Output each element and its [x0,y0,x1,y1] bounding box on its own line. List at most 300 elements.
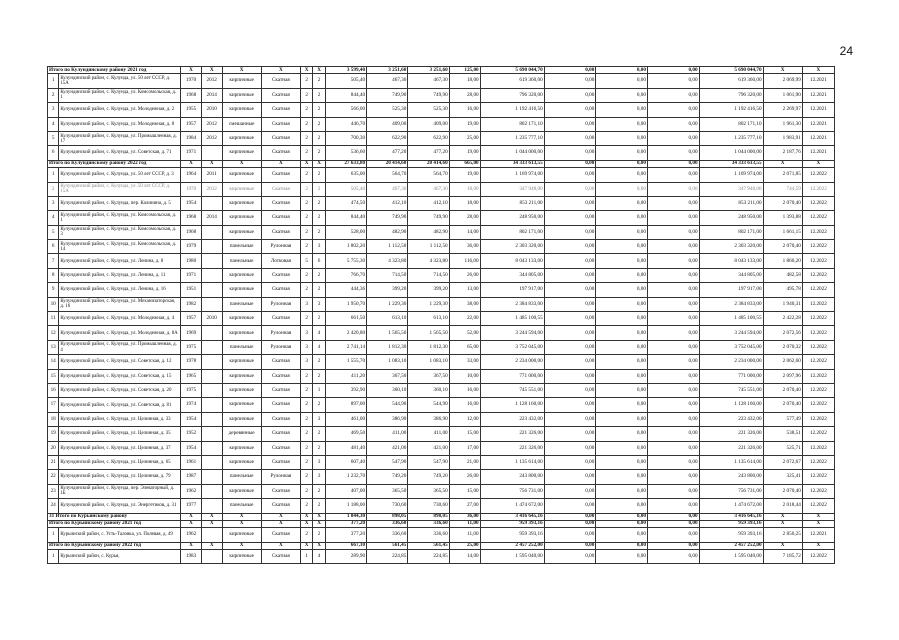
table-cell: 481,40 [325,441,366,455]
table-cell: 0,00 [647,160,699,167]
row-number: 21 [48,455,59,469]
table-cell: 2014 [201,211,222,225]
table-cell: 411,00 [408,427,449,441]
table-cell: 0,00 [647,520,699,527]
address-cell: Кулундинский район, с. Кулунда, ул. 50 лет СССР, д. 15А [59,74,181,88]
page-number: 24 [839,44,853,58]
table-cell: 2 070,40 [763,383,802,397]
table-cell: 289,90 [325,550,366,564]
table-cell: 467,30 [367,74,408,88]
table-cell: 2 741,14 [325,340,366,354]
row-number: 1 [48,74,59,88]
table-cell: 248 950,00 [480,211,544,225]
table-cell: кирпичные [222,550,261,564]
table-cell: 33,00 [449,355,480,369]
table-cell: 1971 [181,268,202,282]
table-cell: X [763,513,802,520]
table-cell: 2 [300,484,312,498]
table-cell: 1983 [181,550,202,564]
table-cell: 0,00 [596,88,648,102]
table-cell: 1 812,30 [367,340,408,354]
table-cell: 12.2022 [802,441,834,455]
table-cell: 25,00 [449,131,480,145]
table-cell: 2 [300,268,312,282]
table-cell: 0,00 [647,146,699,160]
table-cell: 0,00 [647,182,699,196]
table-cell: 467,30 [367,182,408,196]
table-cell: 1 940,31 [763,297,802,311]
row-number: 14 [48,355,59,369]
table-cell: 1 083,10 [408,355,449,369]
table-cell: 2 [313,484,325,498]
table-cell: 248 950,00 [699,211,763,225]
table-cell: 0,00 [596,254,648,268]
table-cell: 12.2021 [802,528,834,542]
table-cell: X [181,520,202,527]
table-cell: 1987 [181,470,202,484]
table-cell: 344 805,00 [480,268,544,282]
table-cell: 745 551,00 [699,383,763,397]
table-cell: кирпичные [222,74,261,88]
table-cell: 0,00 [596,470,648,484]
table-cell: 1 135 614,00 [480,455,544,469]
table-row [48,168,835,182]
row-number: 2 [48,88,59,102]
table-cell: X [261,160,300,167]
table-cell: 0,00 [596,182,648,196]
table-cell: 0,00 [596,283,648,297]
table-cell: Рулонная [261,470,300,484]
table-cell [201,427,222,441]
table-cell: X [763,67,802,74]
table-cell: 411,00 [367,427,408,441]
table-cell: 1954 [181,441,202,455]
table-cell: Скатная [261,383,300,397]
table-cell: 12.2021 [802,88,834,102]
table-row [48,355,835,369]
table-cell: Скатная [261,427,300,441]
table-cell: 2 [300,499,312,513]
table-cell: 3 416 645,16 [480,513,544,520]
table-cell: Скатная [261,528,300,542]
table-cell: Скатная [261,117,300,131]
table-cell: 0,00 [544,355,596,369]
table-cell: 505,40 [325,74,366,88]
table-row [48,283,835,297]
table-cell: 467,30 [408,74,449,88]
table-cell: 12.2022 [802,470,834,484]
table-cell: 26,00 [449,470,480,484]
table-cell: X [802,542,834,549]
table-cell: 2 [313,168,325,182]
table-cell: 1980 [181,254,202,268]
table-cell: X [261,513,300,520]
address-cell: Кулундинский район, с. Кулунда, ул. Советская, д. 71 [59,146,181,160]
table-row [48,550,835,564]
table-cell: 2010 [201,103,222,117]
table-cell [201,240,222,254]
table-cell: 495,78 [763,283,802,297]
table-cell: 1964 [181,168,202,182]
table-cell: 325,41 [763,470,802,484]
table-cell: 2 422,28 [763,312,802,326]
table-cell: X [802,520,834,527]
table-cell: 3 244 594,00 [699,326,763,340]
table-cell: Скатная [261,131,300,145]
table-cell: 0,00 [596,427,648,441]
table-cell: 0,00 [647,168,699,182]
table-cell: 1 485 100,55 [480,312,544,326]
table-cell: 0,00 [596,312,648,326]
table-cell: 613,10 [408,312,449,326]
table-cell: Скатная [261,182,300,196]
table-cell: 2 420,80 [325,326,366,340]
table-cell: 0,00 [596,520,648,527]
table-cell: 0,00 [647,254,699,268]
table-cell: 538,51 [763,427,802,441]
table-cell: 12.2022 [802,398,834,412]
table-row [48,103,835,117]
table-cell: панельные [222,297,261,311]
table-cell: 1 192 416,50 [480,103,544,117]
table-cell: 0,00 [544,369,596,383]
table-cell: 2 [300,131,312,145]
table-cell: Скатная [261,412,300,426]
table-cell: кирпичные [222,225,261,239]
table-cell: 0,00 [544,441,596,455]
table-cell: 564,70 [367,168,408,182]
table-cell: 197 917,00 [699,283,763,297]
table-cell: Скатная [261,196,300,210]
address-cell: Кулундинский район, с. Кулунда, ул. Механизаторская, д. 16 [59,297,181,311]
table-cell: 3 [313,455,325,469]
address-cell: Кулундинский район, с. Кулунда, ул. Комсомольская, д. 3 [59,225,181,239]
table-cell: 197 917,00 [480,283,544,297]
table-cell: 2 [313,312,325,326]
table-cell: 1978 [181,355,202,369]
table-cell [201,225,222,239]
table-row [48,499,835,513]
table-cell: 0,00 [544,427,596,441]
subtotal-row [48,513,835,520]
table-cell: кирпичные [222,268,261,282]
address-cell: Кулундинский район, с. Кулунда, ул. Энергетиков, д. 31 [59,499,181,513]
table-cell: 1 112,50 [408,240,449,254]
table-cell: 1 188,00 [325,499,366,513]
table-cell: X [300,513,312,520]
table-cell: Скатная [261,312,300,326]
table-cell: 0,00 [596,398,648,412]
table-cell: 2 384 833,00 [480,297,544,311]
table-row [48,88,835,102]
table-cell: X [300,542,312,549]
table-cell: деревянные [222,427,261,441]
table-cell: 2 071,85 [763,168,802,182]
table-cell: 12,00 [449,412,480,426]
table-cell: 11,00 [449,528,480,542]
table-cell: 0,00 [544,550,596,564]
table-cell: 730,60 [408,499,449,513]
table-cell: 22,00 [449,312,480,326]
table-cell: 1 555,70 [325,355,366,369]
table-row [48,146,835,160]
table-cell: 0,00 [544,160,596,167]
table-cell: 367,50 [367,369,408,383]
table-cell: 796 320,00 [699,88,763,102]
table-cell: 3 [313,470,325,484]
table-cell: 2 [313,528,325,542]
table-cell: 0,00 [596,225,648,239]
table-cell: 0,00 [647,211,699,225]
table-cell: 2 [313,74,325,88]
table-cell: 0,00 [647,312,699,326]
table-cell: 0,00 [596,513,648,520]
table-cell: 2 [300,427,312,441]
table-cell: 3 [300,326,312,340]
table-cell: Скатная [261,88,300,102]
row-number: 1 [48,168,59,182]
table-cell: 0,00 [647,412,699,426]
table-cell: 12.2022 [802,268,834,282]
table-row [48,369,835,383]
table-cell: 607,40 [325,455,366,469]
table-cell: 12.2022 [802,312,834,326]
table-cell: 0,00 [647,103,699,117]
table-cell [201,412,222,426]
table-cell: кирпичные [222,168,261,182]
row-number: 16 [48,383,59,397]
table-cell: 2 [300,441,312,455]
table-cell: 2 [300,383,312,397]
address-cell: Кулундинский район, с. Кулунда, ул. Ленина, д. 16 [59,283,181,297]
table-cell: 0,00 [647,441,699,455]
table-cell: 1 128 160,00 [480,398,544,412]
table-cell: 561,45 [367,542,408,549]
row-number: 8 [48,268,59,282]
table-row [48,340,835,354]
table-cell: 528,00 [325,225,366,239]
row-number: 15 [48,369,59,383]
table-cell: 898,05 [367,513,408,520]
table-cell: 8 043 133,00 [699,254,763,268]
table-cell [201,268,222,282]
table-cell: 0,00 [544,117,596,131]
table-cell: 367,50 [408,369,449,383]
table-cell: 0,00 [596,160,648,167]
table-cell: 802 171,10 [699,117,763,131]
address-cell: Кулундинский район, с. Кулунда, ул. Советская, д. 12 [59,355,181,369]
table-cell: 0,00 [544,67,596,74]
table-cell: 0,00 [596,412,648,426]
table-cell: 700,30 [325,131,366,145]
table-cell: 12.2022 [802,499,834,513]
table-cell: 714,50 [367,268,408,282]
table-cell: 1979 [181,240,202,254]
table-cell: 1954 [181,196,202,210]
table-cell: 525,71 [763,441,802,455]
table-cell: 0,00 [596,297,648,311]
table-cell: 386,90 [367,412,408,426]
table-cell: 0,00 [544,412,596,426]
table-cell: 1962 [181,528,202,542]
table-cell: 1970 [181,182,202,196]
table-cell: кирпичные [222,182,261,196]
table-cell: 347 948,00 [480,182,544,196]
table-cell: 561,45 [408,542,449,549]
table-cell: панельные [222,254,261,268]
table-cell: 619 360,00 [699,74,763,88]
table-cell: кирпичные [222,88,261,102]
table-cell: 2 072,56 [763,326,802,340]
table-cell: 2010 [201,312,222,326]
table-cell: Скатная [261,168,300,182]
address-cell: Кулундинский район, с. Кулунда, ул. Комсомольская, д. 1 [59,88,181,102]
table-cell: 749,90 [367,211,408,225]
table-cell: 12.2022 [802,484,834,498]
table-cell: 1 112,50 [367,240,408,254]
address-cell: Кулундинский район, с. Кулунда, ул. 50 лет СССР, д. 3 [59,168,181,182]
table-cell: 2 097,96 [763,369,802,383]
table-cell: Рулонная [261,297,300,311]
table-cell: 1 485 100,55 [699,312,763,326]
table-cell: Лотковая [261,254,300,268]
table-cell: 0,00 [544,268,596,282]
table-cell: смешанные [222,117,261,131]
table-cell: 461,00 [325,412,366,426]
table-cell: 0,00 [544,196,596,210]
table-cell: 853 211,00 [699,196,763,210]
row-number: 6 [48,240,59,254]
table-cell: 446,70 [325,117,366,131]
row-number: 19 [48,427,59,441]
table-cell: 0,00 [544,211,596,225]
row-number: 3 [48,103,59,117]
table-row [48,268,835,282]
table-cell: 421,00 [367,441,408,455]
housing-repair-table [47,66,835,564]
table-cell: 2 384 833,00 [699,297,763,311]
subtotal-row [48,520,835,527]
table-cell: 12.2022 [802,412,834,426]
table-cell: 622,90 [367,131,408,145]
table-cell: 844,40 [325,211,366,225]
table-cell: 2 457 252,00 [699,542,763,549]
table-cell: 1 802,20 [325,240,366,254]
table-cell: 365,50 [367,484,408,498]
table-cell: 5 690 044,70 [480,67,544,74]
table-cell: 1 192 416,50 [699,103,763,117]
table-cell: 0,00 [647,88,699,102]
table-row [48,326,835,340]
table-cell: кирпичные [222,355,261,369]
table-cell: 749,20 [408,470,449,484]
table-cell: 2 [300,528,312,542]
table-cell [201,146,222,160]
table-cell: 221 326,00 [480,441,544,455]
table-cell: кирпичные [222,383,261,397]
table-cell: 12.2022 [802,196,834,210]
table-cell: 1 961,30 [763,117,802,131]
table-cell: 344 805,00 [699,268,763,282]
table-cell: 3 [300,297,312,311]
table-cell: 116,00 [449,254,480,268]
table-cell: 365,50 [408,484,449,498]
table-cell: 1 565,50 [367,326,408,340]
address-cell: Кулундинский район, с. Кулунда, ул. Молодежная, д. 8А [59,326,181,340]
table-cell: 1 595 040,00 [699,550,763,564]
table-cell: 12.2021 [802,103,834,117]
table-cell: 635,00 [325,168,366,182]
table-cell: 613,10 [367,312,408,326]
row-number: 11 [48,312,59,326]
table-cell: X [222,160,261,167]
address-cell: Кулундинский район, с. Кулунда, ул. Целинная, д. 79 [59,470,181,484]
address-cell: Кулундинский район, с. Кулунда, ул. Целинная, д. 65 [59,455,181,469]
row-number: 1 [48,528,59,542]
table-cell: 2 [300,117,312,131]
table-cell: 566,00 [325,103,366,117]
table-cell: 2 [313,196,325,210]
table-cell: 34 333 613,55 [480,160,544,167]
table-cell: 0,00 [596,355,648,369]
table-cell: 407,00 [325,484,366,498]
table-cell: 1 983,91 [763,131,802,145]
table-cell: X [300,520,312,527]
table-cell: X [181,160,202,167]
address-cell: Кулундинский район, с. Кулунда, ул. Ленина, д. 8 [59,254,181,268]
table-cell: X [763,160,802,167]
table-cell: 18,00 [449,74,480,88]
subtotal-label: Итого по Кулундинскому району 2021 год [48,67,181,74]
table-cell: 12.2022 [802,369,834,383]
table-cell: 2 018,44 [763,499,802,513]
table-cell: 2011 [201,168,222,182]
table-cell: 0,00 [647,268,699,282]
table-cell [201,528,222,542]
table-cell [201,441,222,455]
table-cell: X [313,542,325,549]
table-cell: X [181,542,202,549]
table-cell: кирпичные [222,312,261,326]
table-cell: 12.2022 [802,340,834,354]
table-cell: 1968 [181,225,202,239]
table-cell: 0,00 [596,196,648,210]
table-cell: 28,00 [449,88,480,102]
table-cell: кирпичные [222,528,261,542]
table-cell: панельные [222,499,261,513]
table-cell: кирпичные [222,131,261,145]
table-cell: 36,00 [449,513,480,520]
table-cell: 730,60 [367,499,408,513]
table-cell: 0,00 [647,240,699,254]
table-body [48,67,835,564]
table-cell: 714,50 [408,268,449,282]
table-cell: 12.2022 [802,550,834,564]
table-cell: 0,00 [647,340,699,354]
table-cell: 8 043 133,00 [480,254,544,268]
table-cell: 2012 [201,74,222,88]
table-cell: X [313,520,325,527]
table-cell: X [201,67,222,74]
table-cell: 1957 [181,312,202,326]
table-cell: 5 690 044,70 [699,67,763,74]
table-cell: 4 323,80 [408,254,449,268]
table-cell: 0,00 [544,398,596,412]
table-cell: 0,00 [596,268,648,282]
table-cell: 771 000,00 [480,369,544,383]
table-cell: Скатная [261,499,300,513]
table-cell: 3 752 045,00 [480,340,544,354]
